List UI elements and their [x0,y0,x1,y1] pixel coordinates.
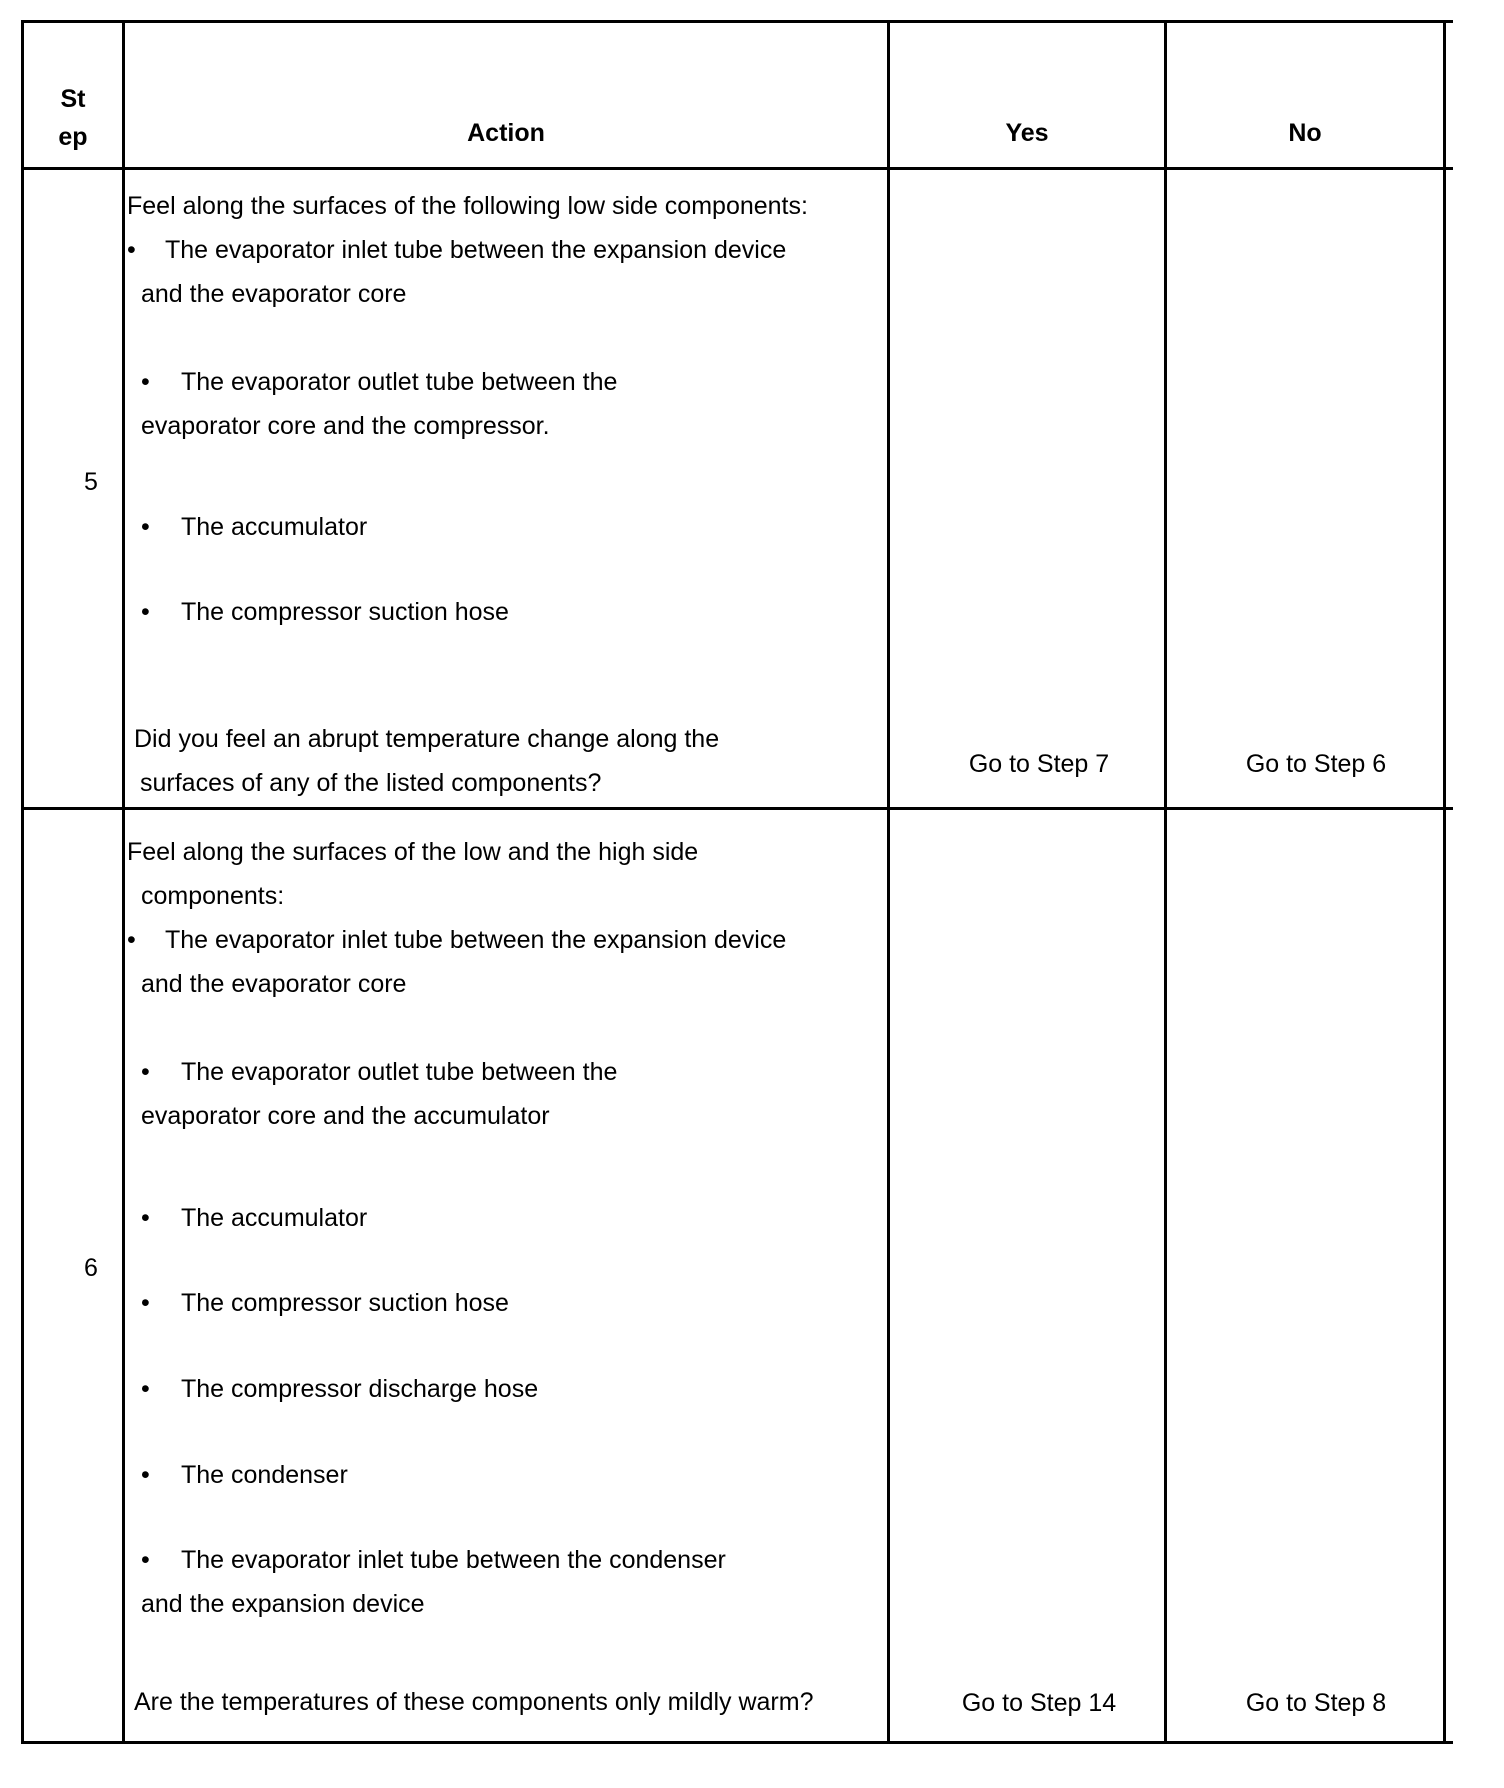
border-header-bottom [21,167,1453,170]
header-action: Action [467,119,545,147]
row-6-bullet-5: • The compressor discharge hose [141,1375,539,1403]
row-6-bullet-3: • The accumulator [141,1204,368,1232]
row-6-bullet-2: • The evaporator outlet tube between the evaporator core and the accumulator [141,1058,618,1130]
border-row-divider [21,807,1453,810]
row-6-action: Feel along the surfaces of the low and the high side components: • The evaporator inlet tube between the expansion device and the evaporator core [127,830,786,1006]
border-col-yes [1164,20,1167,1744]
row-6-yes: Go to Step 14 [961,1689,1117,1717]
row-5-bullet-2: • The evaporator outlet tube between the evaporator core and the compressor. [141,368,618,440]
row-6-intro-1: Feel along the surfaces of the low and the high side [127,838,699,866]
header-step-line2: ep [58,123,88,151]
row-5-question: Did you feel an abrupt temperature change along the surfaces of any of the listed components? [134,725,720,797]
row-6-intro-2: components: [141,882,285,910]
row-5-step: 5 [84,468,98,496]
row-5-bullet-3: • The accumulator [141,513,368,541]
row-5-yes: Go to Step 7 [968,750,1110,778]
border-top [21,20,1453,23]
row-5-action [127,184,808,316]
header-yes: Yes [1005,119,1049,147]
row-6-no: Go to Step 8 [1245,1689,1387,1717]
row-5-bullet-4: • The compressor suction hose [141,598,509,626]
row-6-bullet-7: • The evaporator inlet tube between the condenser and the expansion device [141,1546,726,1618]
row-6-bullet-1: • The evaporator inlet tube between the expansion device [127,926,787,954]
border-right [1443,20,1446,1744]
diagnostic-table [21,20,1453,1744]
row-6-bullet-4: • The compressor suction hose [141,1289,509,1317]
row-6-question: Are the temperatures of these components only mildly warm? [134,1688,814,1716]
row-5-bullet-1-cont: and the evaporator core [141,280,407,308]
header-step [24,80,122,156]
header-no: No [1288,119,1322,147]
border-col-action [887,20,890,1744]
row-6-step: 6 [84,1254,98,1282]
header-step-line1: St [60,85,86,113]
border-col-step [122,20,125,1744]
row-5-bullet-1: • The evaporator inlet tube between the expansion device [127,236,787,264]
row-5-no: Go to Step 6 [1245,750,1387,778]
row-5-intro: Feel along the surfaces of the following low side components: [127,192,808,220]
border-bottom [21,1741,1453,1744]
border-left [21,20,24,1744]
row-6-bullet-6: • The condenser [141,1461,348,1489]
